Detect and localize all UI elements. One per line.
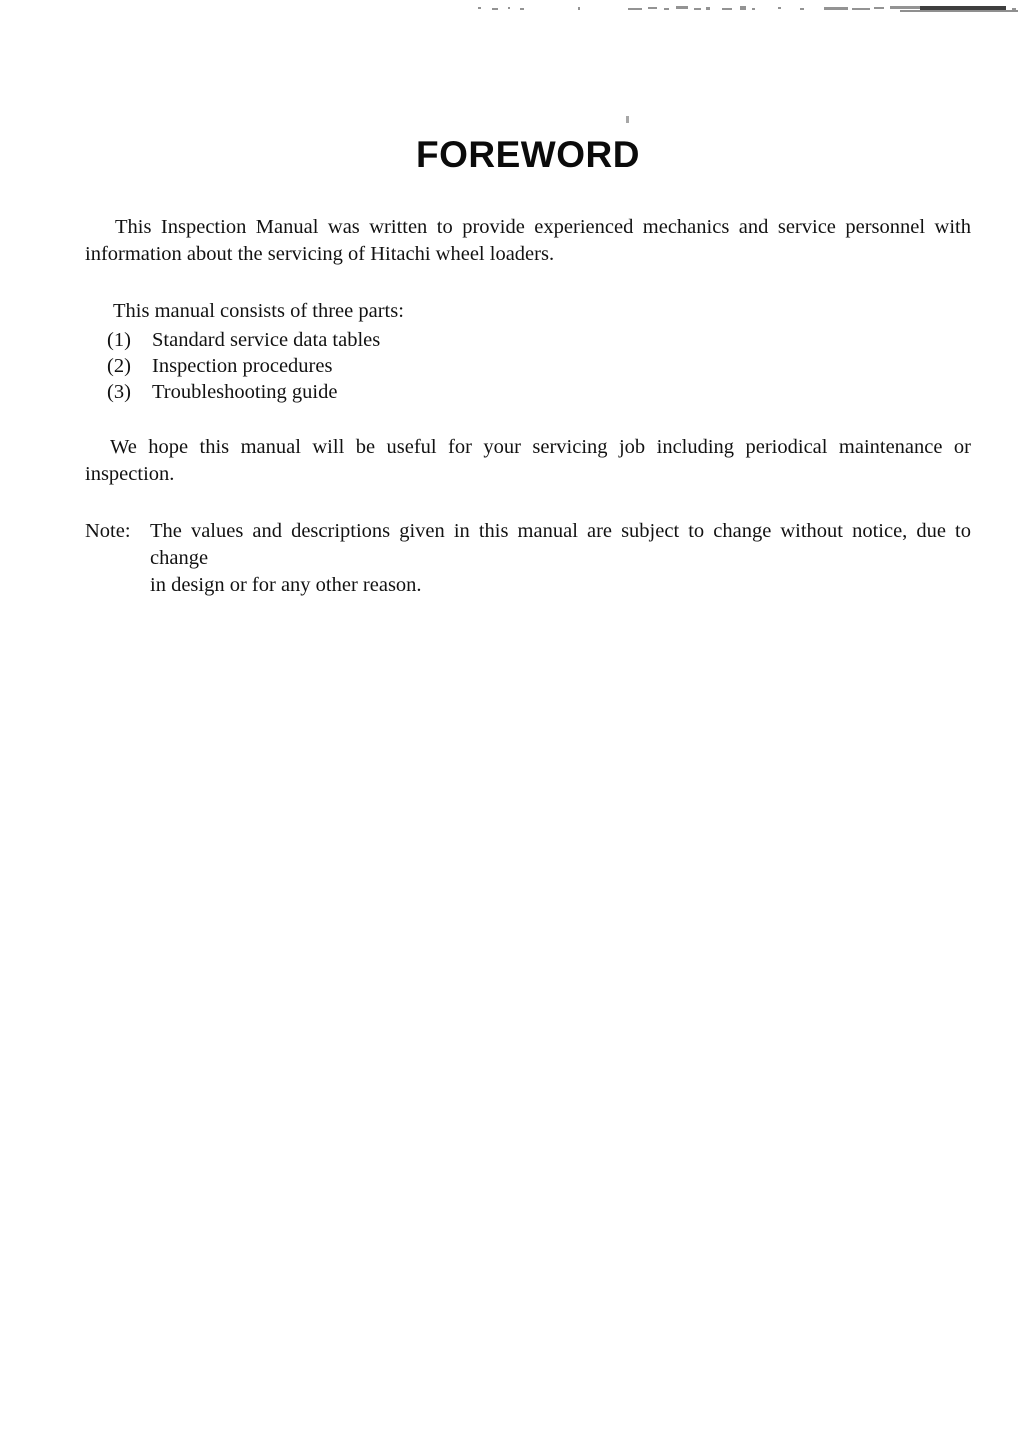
manual-parts-list: [85, 327, 971, 405]
list-item-marker: (1): [107, 329, 131, 351]
intro-paragraph: This Inspection Manual was written to provide experienced mechanics and service personnel with information about the servicing of Hitachi wheel loaders.: [85, 216, 971, 265]
list-item: [85, 379, 971, 405]
note-label: Note:: [85, 520, 131, 542]
closing-paragraph: We hope this manual will be useful for your servicing job including periodical maintenance or inspection.: [85, 436, 971, 485]
note-block: [85, 518, 971, 599]
list-item: [85, 327, 971, 353]
list-item-label: Troubleshooting guide: [152, 381, 338, 403]
list-item-label: Standard service data tables: [152, 329, 381, 351]
document-content: [85, 0, 971, 599]
list-item: [85, 353, 971, 379]
page-title: FOREWORD: [416, 134, 640, 175]
note-line-1: The values and descriptions given in this manual are subject to change without notice, due to change: [150, 520, 971, 569]
list-item-label: Inspection procedures: [152, 355, 333, 377]
list-item-marker: (2): [107, 355, 131, 377]
note-line-2: in design or for any other reason.: [150, 574, 422, 596]
list-lead-in-text: This manual consists of three parts:: [113, 300, 404, 322]
list-item-marker: (3): [107, 381, 131, 403]
note-body: [150, 518, 971, 599]
